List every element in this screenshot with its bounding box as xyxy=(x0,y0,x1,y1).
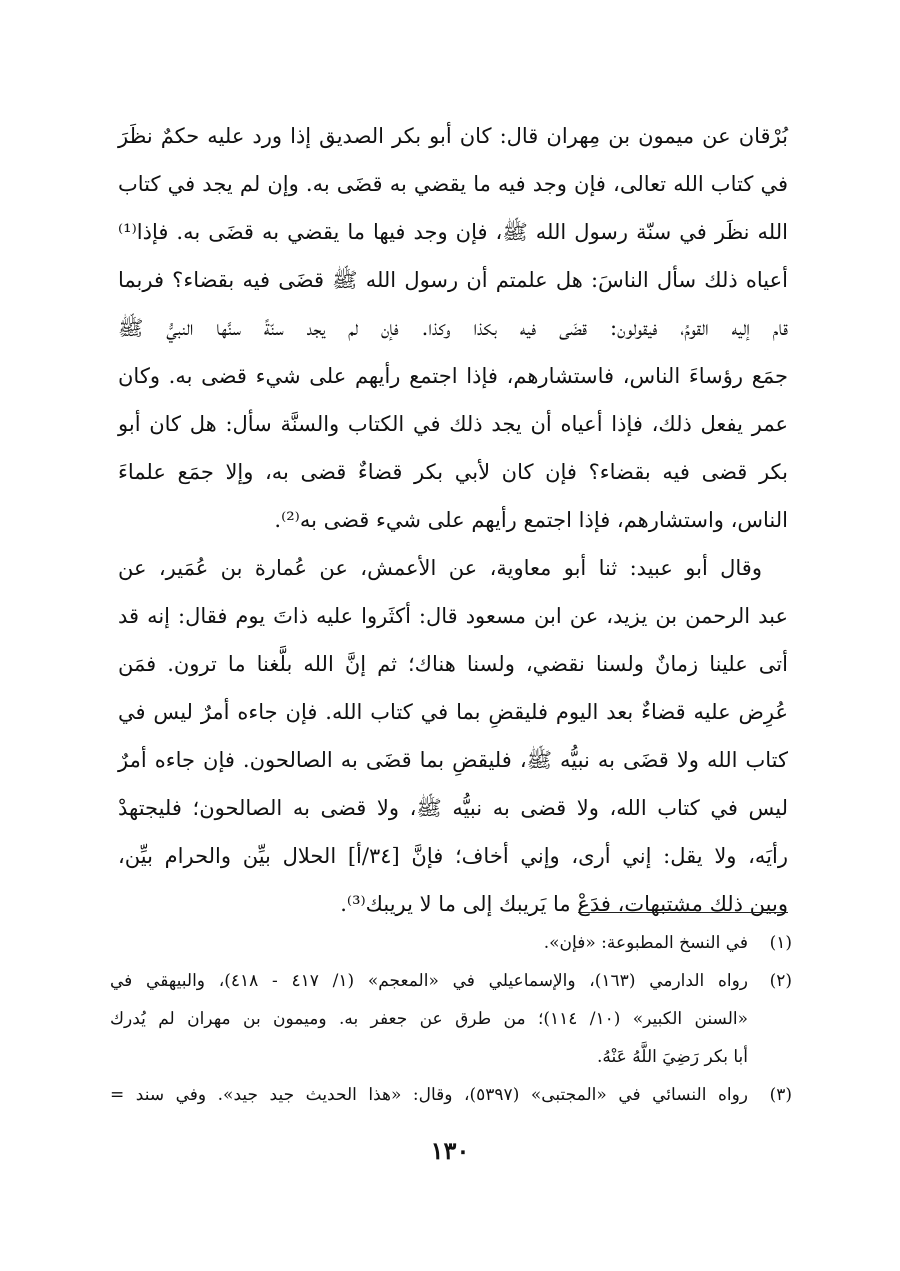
footnote-body xyxy=(110,924,748,962)
text-line: عبد الرحمن بن يزيد، عن ابن مسعود قال: أكثَروا عليه ذاتَ يوم فقال: إنه قد xyxy=(118,604,788,628)
footnote-1 xyxy=(110,924,792,962)
page-number: ١٣٠ xyxy=(430,1136,470,1165)
footnote-number: (٣) xyxy=(769,1085,792,1105)
main-text xyxy=(118,112,788,928)
text-line: رأيَه، ولا يقل: إني أرى، وإني أخاف؛ فإنَّ [٣٤/أ] الحلال بيِّن والحرام بيِّن، xyxy=(118,844,788,868)
footnote-line: «السنن الكبير» (١٠/ ١١٤)؛ من طرق عن جعفر به. وميمون بن مهران لم يُدرك xyxy=(110,1009,749,1029)
footnote-line: رواه الدارمي (١٦٣)، والإسماعيلي في «المعجم» (١/ ٤١٧ - ٤١٨)، والبيهقي في xyxy=(110,971,748,991)
footnote-separator xyxy=(578,912,788,913)
footnote-line: رواه النسائي في «المجتبى» (٥٣٩٧)، وقال: «هذا الحديث جيد جيد». وفي سند = xyxy=(110,1085,748,1105)
footnote-3 xyxy=(110,1076,792,1114)
footnote-number: (١) xyxy=(769,933,792,953)
footnote-number: (٢) xyxy=(769,971,792,991)
text-line: بُرْقان عن ميمون بن مِهران قال: كان أبو بكر الصديق إذا ورد عليه حكمٌ نظَرَ xyxy=(118,124,788,148)
footnote-body xyxy=(110,962,748,1076)
footnote-line: في النسخ المطبوعة: «فإن». xyxy=(543,933,748,953)
text-line: قام إليه القومُ، فيقولون: قضَى فيه بكذا وكذا. فإن لم يجد سنّةً سنَّها النبيُّ ﷺ xyxy=(118,316,788,340)
footnotes xyxy=(110,924,792,1114)
footnote-line: أبا بكر رَضِيَ اللَّهُ عَنْهُ. xyxy=(597,1047,748,1067)
text-line: أتى علينا زمانٌ ولسنا نقضي، ولسنا هناك؛ ثم إنَّ الله بلَّغنا ما ترون. فمَن xyxy=(118,652,788,676)
text-line: في كتاب الله تعالى، فإن وجد فيه ما يقضي به قضَى به. وإن لم يجد في كتاب xyxy=(118,172,788,196)
text-line: وبين ذلك مشتبهات، فدَعْ ما يَريبك إلى ما لا يريبك⁽³⁾. xyxy=(340,892,788,916)
text-line: الله نظَر في سنّة رسول الله ﷺ، فإن وجد فيها ما يقضي به قضَى به. فإذا⁽¹⁾ xyxy=(118,220,788,244)
text-line: ليس في كتاب الله، ولا قضى به نبيُّه ﷺ، ولا قضى به الصالحون؛ فليجتهدْ xyxy=(118,796,788,820)
text-line: جمَع رؤساءَ الناس، فاستشارهم، فإذا اجتمع رأيهم على شيء قضى به. وكان xyxy=(118,364,788,388)
text-line: عمر يفعل ذلك، فإذا أعياه أن يجد ذلك في الكتاب والسنَّة سأل: هل كان أبو xyxy=(118,412,788,436)
text-line: الناس، واستشارهم، فإذا اجتمع رأيهم على شيء قضى به⁽²⁾. xyxy=(274,508,788,532)
text-line: بكر قضى فيه بقضاء؟ فإن كان لأبي بكر قضاءٌ قضى به، وإلا جمَع علماءَ xyxy=(118,460,788,484)
text-line: وقال أبو عبيد: ثنا أبو معاوية، عن الأعمش، عن عُمارة بن عُمَير، عن xyxy=(118,556,762,580)
footnote-body xyxy=(110,1076,748,1114)
text-line: أعياه ذلك سأل الناسَ: هل علمتم أن رسول الله ﷺ قضَى فيه بقضاء؟ فربما xyxy=(118,268,788,292)
footnote-2 xyxy=(110,962,792,1076)
text-line: عُرِض عليه قضاءٌ بعد اليوم فليقضِ بما في كتاب الله. فإن جاءه أمرٌ ليس في xyxy=(118,700,788,724)
text-line: كتاب الله ولا قضَى به نبيُّه ﷺ، فليقضِ بما قضَى به الصالحون. فإن جاءه أمرٌ xyxy=(118,748,788,772)
